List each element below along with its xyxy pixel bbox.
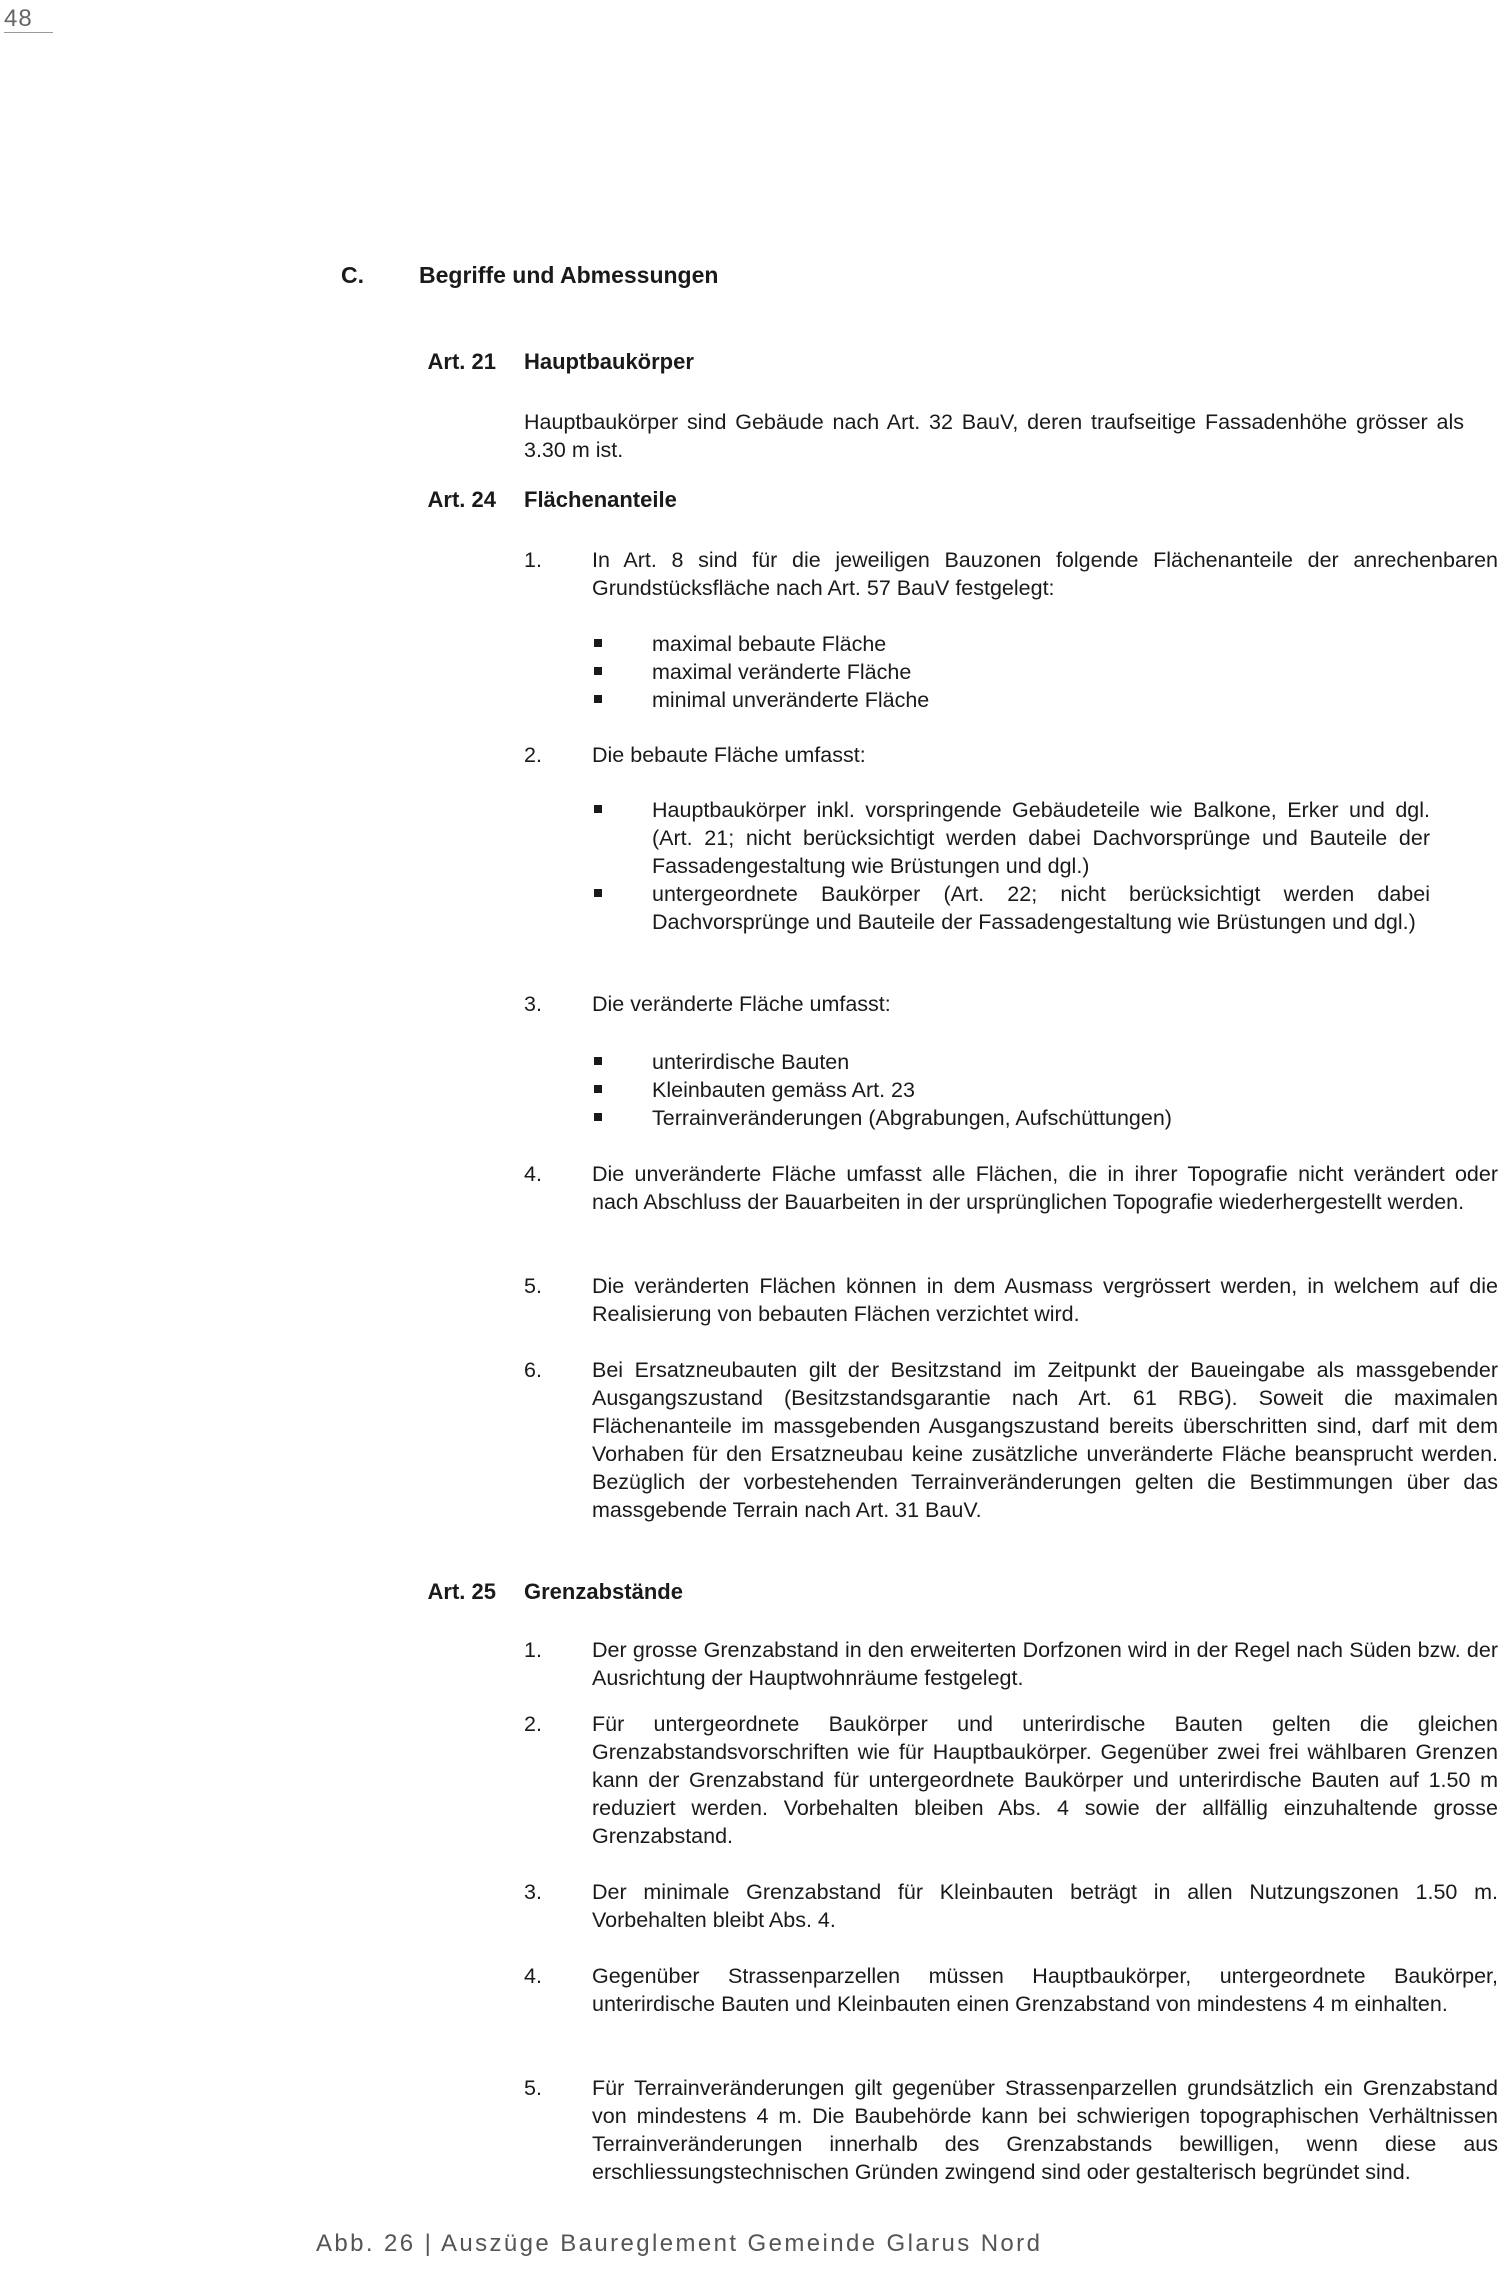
bullet-text: Kleinbauten gemäss Art. 23	[652, 1078, 915, 1102]
art21-title: Hauptbaukörper	[524, 349, 694, 374]
section-letter: C.	[341, 262, 364, 288]
item-number: 2.	[524, 1712, 542, 1736]
list-item	[592, 796, 1430, 880]
item-number: 5.	[524, 1274, 542, 1298]
art21-text: Hauptbaukörper sind Gebäude nach Art. 32 BauV, deren traufseitige Fassadenhöhe grösser als 3.30 m ist.	[524, 410, 1464, 462]
list-item	[592, 1048, 1430, 1076]
bullet-text: maximal bebaute Fläche	[652, 632, 887, 656]
figure-caption: Abb. 26 | Auszüge Baureglement Gemeinde Glarus Nord	[316, 2230, 1043, 2257]
bullet-square-icon	[594, 805, 602, 813]
art24-label: Art. 24	[427, 487, 496, 512]
item-text: Die veränderte Fläche umfasst:	[592, 992, 891, 1016]
bullet-square-icon	[594, 667, 602, 675]
item-number: 4.	[524, 1964, 542, 1988]
bullet-square-icon	[594, 695, 602, 703]
bullet-text: unterirdische Bauten	[652, 1050, 850, 1074]
page-number: 48	[4, 6, 53, 33]
bullet-square-icon	[594, 1057, 602, 1065]
bullet-text: Terrainveränderungen (Abgrabungen, Aufschüttungen)	[652, 1106, 1172, 1130]
bullet-text: minimal unveränderte Fläche	[652, 688, 930, 712]
bullet-text: Hauptbaukörper inkl. vorspringende Gebäudeteile wie Balkone, Erker und dgl. (Art. 21; nicht berücksichtigt werden dabei Dachvorsprünge und Bauteile der Fassadengestaltung wie Brüstungen und dgl.)	[652, 798, 1430, 878]
item-text: Für untergeordnete Baukörper und unterirdische Bauten gelten die gleichen Grenzabstandsvorschriften wie für Hauptbaukörper. Gegenüber zwei frei wählbaren Grenzen kann der Grenzabstand für untergeordnete Baukörper und unterirdische Bauten auf 1.50 m reduziert werden. Vorbehalten bleiben Abs. 4 sowie der allfällig einzuhaltende grosse Grenzabstand.	[592, 1712, 1498, 1848]
list-item	[592, 686, 1430, 714]
art24-bullet-list-2	[592, 796, 1430, 936]
list-item	[592, 630, 1430, 658]
item-text: Die veränderten Flächen können in dem Ausmass vergrössert werden, in welchem auf die Realisierung von bebauten Flächen verzichtet wird.	[592, 1274, 1498, 1326]
list-item	[592, 1076, 1430, 1104]
item-text: Für Terrainveränderungen gilt gegenüber Strassenparzellen grundsätzlich ein Grenzabstand von mindestens 4 m. Die Baubehörde kann bei schwierigen topographischen Verhältnissen Terrainveränderungen innerhalb des Grenzabstands bewilligen, wenn diese aus erschliessungstechnischen Gründen zwingend sind oder gestalterisch begründet sind.	[592, 2076, 1498, 2184]
item-text: Die unveränderte Fläche umfasst alle Flächen, die in ihrer Topografie nicht verändert oder nach Abschluss der Bauarbeiten in der ursprünglichen Topografie wiederhergestellt werden.	[592, 1162, 1498, 1214]
item-text: Der minimale Grenzabstand für Kleinbauten beträgt in allen Nutzungszonen 1.50 m. Vorbehalten bleibt Abs. 4.	[592, 1880, 1498, 1932]
item-number: 1.	[524, 1638, 542, 1662]
bullet-text: untergeordnete Baukörper (Art. 22; nicht berücksichtigt werden dabei Dachvorsprünge und Bauteile der Fassadengestaltung wie Brüstungen und dgl.)	[652, 882, 1430, 934]
item-number: 4.	[524, 1162, 542, 1186]
list-item	[592, 1104, 1430, 1132]
bullet-square-icon	[594, 1085, 602, 1093]
list-item	[592, 658, 1430, 686]
art25-label: Art. 25	[427, 1579, 496, 1604]
item-number: 3.	[524, 1880, 542, 1904]
art21-label: Art. 21	[427, 349, 496, 374]
bullet-square-icon	[594, 1113, 602, 1121]
art25-title: Grenzabstände	[524, 1579, 683, 1604]
item-text: In Art. 8 sind für die jeweiligen Bauzonen folgende Flächenanteile der anrechenbaren Grundstücksfläche nach Art. 57 BauV festgelegt:	[592, 548, 1498, 600]
item-text: Gegenüber Strassenparzellen müssen Hauptbaukörper, untergeordnete Baukörper, unterirdische Bauten und Kleinbauten einen Grenzabstand von mindestens 4 m einhalten.	[592, 1964, 1498, 2016]
section-heading	[341, 262, 718, 289]
item-number: 1.	[524, 548, 542, 572]
bullet-square-icon	[594, 889, 602, 897]
art24-title: Flächenanteile	[524, 487, 677, 512]
art24-bullet-list-3	[592, 1048, 1430, 1132]
bullet-text: maximal veränderte Fläche	[652, 660, 912, 684]
item-number: 2.	[524, 743, 542, 767]
item-text: Der grosse Grenzabstand in den erweiterten Dorfzonen wird in der Regel nach Süden bzw. der Ausrichtung der Hauptwohnräume festgelegt.	[592, 1638, 1498, 1690]
item-number: 6.	[524, 1358, 542, 1382]
item-number: 3.	[524, 992, 542, 1016]
list-item	[592, 880, 1430, 936]
art24-bullet-list-1	[592, 630, 1430, 714]
item-text: Bei Ersatzneubauten gilt der Besitzstand im Zeitpunkt der Baueingabe als massgebender Ausgangszustand (Besitzstandsgarantie nach Art. 61 RBG). Soweit die maximalen Flächenanteile im massgebenden Ausgangszustand bereits überschritten sind, darf mit dem Vorhaben für den Ersatzneubau keine zusätzliche unveränderte Fläche beansprucht werden. Bezüglich der vorbestehenden Terrainveränderungen gelten die Bestimmungen über das massgebende Terrain nach Art. 31 BauV.	[592, 1358, 1498, 1522]
section-title: Begriffe und Abmessungen	[419, 262, 719, 288]
item-text: Die bebaute Fläche umfasst:	[592, 743, 866, 767]
item-number: 5.	[524, 2076, 542, 2100]
bullet-square-icon	[594, 639, 602, 647]
